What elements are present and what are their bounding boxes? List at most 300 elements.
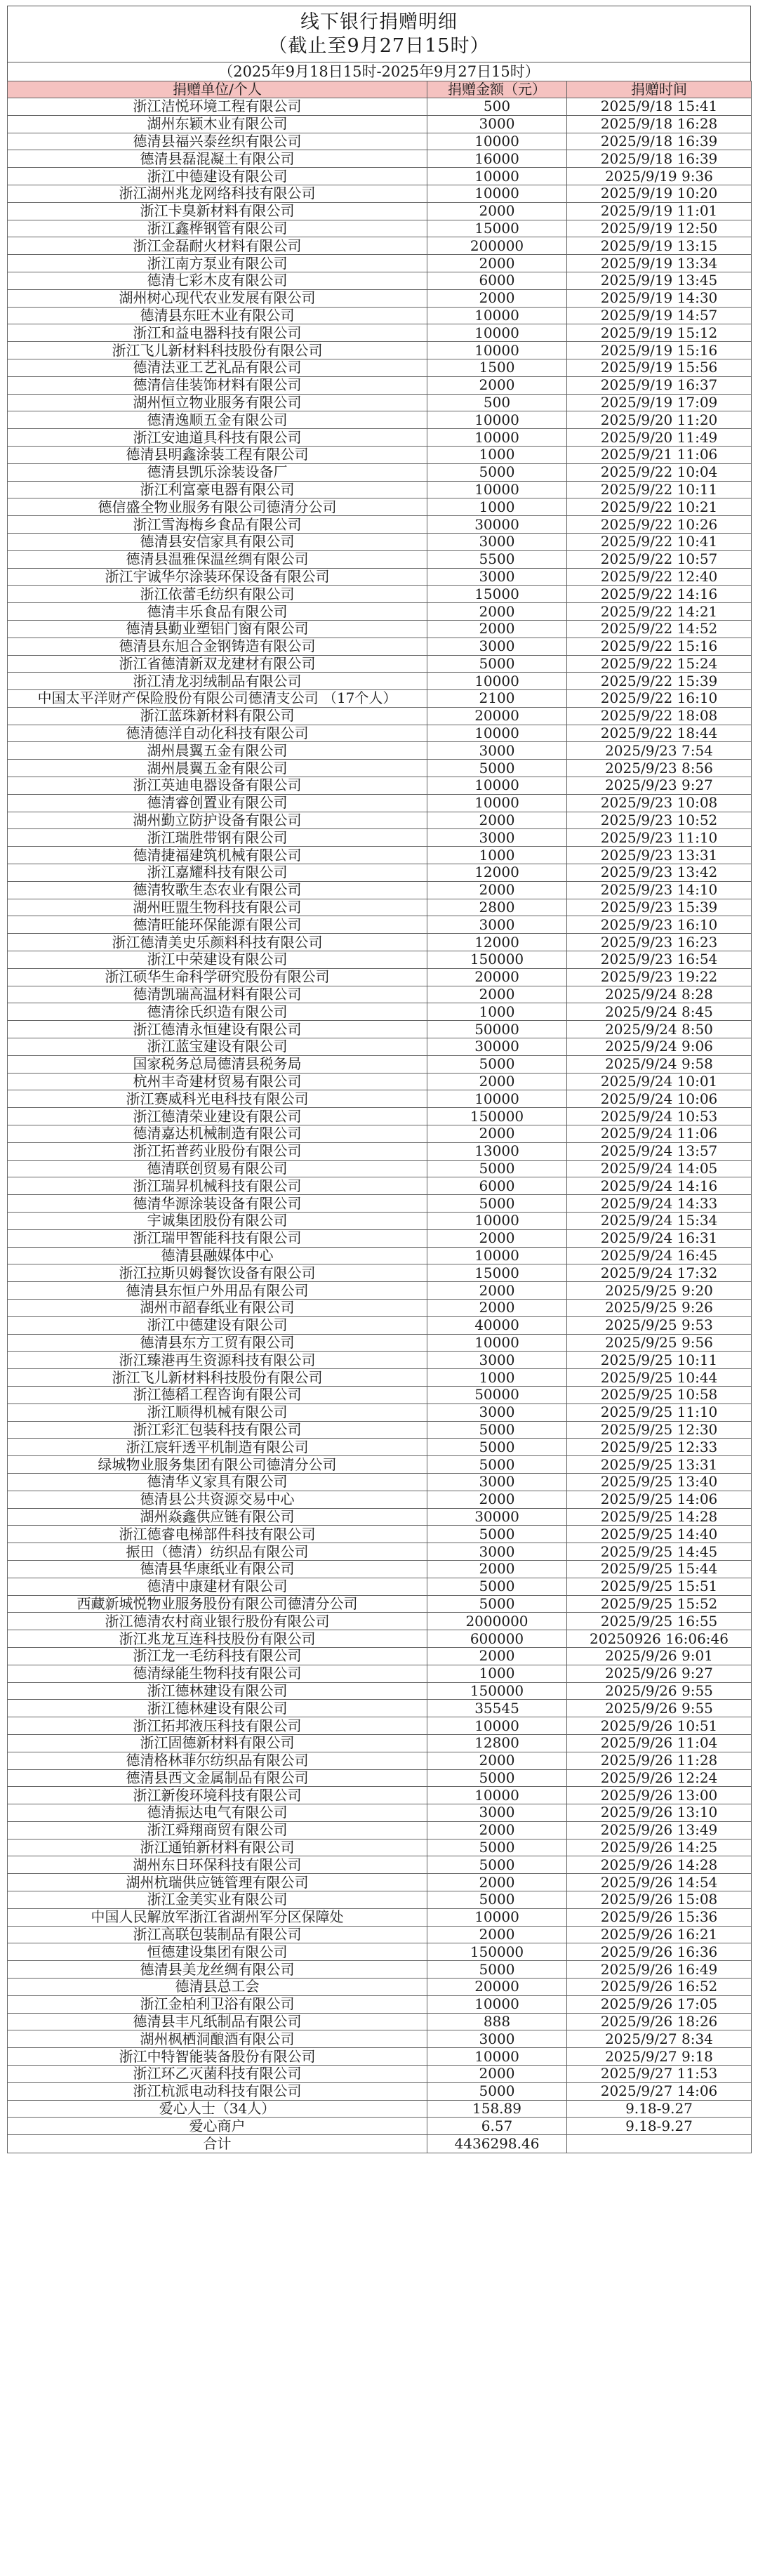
table-row [8,1473,752,1491]
table-row [8,255,752,272]
donor-cell: 浙江蓝珠新材料有限公司 [8,707,427,725]
table-row [8,1369,752,1387]
amount-cell: 2000 [427,881,567,899]
table-row [8,1142,752,1160]
amount-cell: 10000 [427,1787,567,1804]
donor-cell: 浙江中荣建设有限公司 [8,951,427,969]
amount-cell: 5000 [427,2082,567,2100]
amount-cell: 6.57 [427,2118,567,2135]
time-cell: 2025/9/19 15:12 [567,324,752,342]
table-row [8,2118,752,2135]
donor-cell: 浙江英迪电器设备有限公司 [8,777,427,795]
amount-cell: 3000 [427,1352,567,1369]
table-row [8,115,752,133]
donor-cell: 德清县福兴泰丝织有限公司 [8,133,427,150]
amount-cell: 40000 [427,1316,567,1334]
donor-cell: 浙江洁悦环境工程有限公司 [8,98,427,116]
amount-cell: 2000 [427,1647,567,1665]
amount-cell: 500 [427,394,567,411]
time-cell: 2025/9/19 10:20 [567,185,752,202]
donor-cell: 湖州晨翼五金有限公司 [8,742,427,760]
amount-cell: 5500 [427,550,567,568]
time-cell: 2025/9/24 15:34 [567,1213,752,1230]
amount-cell: 30000 [427,516,567,534]
donor-cell: 德清信佳装饰材料有限公司 [8,376,427,394]
amount-cell: 10000 [427,1334,567,1352]
donor-cell: 湖州东日环保科技有限公司 [8,1856,427,1874]
time-cell: 2025/9/23 9:27 [567,777,752,795]
table-row [8,324,752,342]
donor-cell: 浙江南方泵业有限公司 [8,255,427,272]
table-row [8,2100,752,2118]
time-cell: 2025/9/24 9:58 [567,1055,752,1073]
table-row [8,342,752,359]
time-cell: 2025/9/25 13:40 [567,1473,752,1491]
time-cell: 2025/9/19 14:30 [567,289,752,307]
donor-cell: 德清县美龙丝绸有限公司 [8,1961,427,1979]
donor-cell: 浙江宸轩透平机制造有限公司 [8,1439,427,1456]
table-row [8,1595,752,1613]
table-row [8,812,752,829]
donor-cell: 浙江硕华生命科学研究股份有限公司 [8,968,427,986]
donor-cell: 浙江鑫桦钢管有限公司 [8,220,427,237]
donor-cell: 德清县东旺木业有限公司 [8,307,427,324]
table-row [8,1839,752,1856]
time-cell: 2025/9/18 16:28 [567,115,752,133]
amount-cell: 1000 [427,847,567,864]
table-row [8,1021,752,1038]
time-cell: 2025/9/23 8:56 [567,760,752,777]
time-cell: 2025/9/22 18:08 [567,707,752,725]
time-cell: 2025/9/26 11:04 [567,1734,752,1752]
time-cell: 20250926 16:06:46 [567,1630,752,1648]
donor-cell: 德清县丰凡纸制品有限公司 [8,2013,427,2030]
time-cell: 2025/9/26 16:21 [567,1926,752,1943]
donor-cell: 浙江德清永恒建设有限公司 [8,1021,427,1038]
amount-cell: 10000 [427,725,567,742]
table-row [8,986,752,1003]
time-cell: 2025/9/18 16:39 [567,133,752,150]
time-cell: 2025/9/23 10:52 [567,812,752,829]
donor-cell: 德清法亚工艺礼品有限公司 [8,359,427,376]
time-cell: 2025/9/26 11:28 [567,1752,752,1769]
table-row [8,411,752,429]
donor-cell: 浙江飞儿新材料科技股份有限公司 [8,1369,427,1387]
table-row [8,2048,752,2066]
donor-cell: 德清县华康纸业有限公司 [8,1560,427,1578]
donor-cell: 浙江杭派电动科技有限公司 [8,2082,427,2100]
amount-cell: 10000 [427,1995,567,2013]
time-cell: 2025/9/23 11:10 [567,829,752,847]
time-cell: 2025/9/23 16:23 [567,934,752,951]
donor-cell: 湖州勤立防护设备有限公司 [8,812,427,829]
amount-cell: 30000 [427,1508,567,1526]
table-row [8,1421,752,1439]
time-cell: 2025/9/26 15:36 [567,1908,752,1926]
donor-cell: 杭州丰奇建材贸易有限公司 [8,1073,427,1090]
time-cell: 2025/9/23 14:10 [567,881,752,899]
time-cell: 2025/9/19 12:50 [567,220,752,237]
amount-cell: 5000 [427,1160,567,1177]
donor-cell: 国家税务总局德清县税务局 [8,1055,427,1073]
time-cell: 2025/9/22 10:11 [567,481,752,498]
donor-cell: 浙江拓邦液压科技有限公司 [8,1717,427,1735]
table-row [8,1073,752,1090]
time-cell: 2025/9/24 10:06 [567,1090,752,1108]
amount-cell: 5000 [427,1769,567,1787]
table-row [8,881,752,899]
donor-cell: 爱心商户 [8,2118,427,2135]
table-row [8,1282,752,1300]
time-cell: 2025/9/19 9:36 [567,168,752,185]
donor-cell: 湖州晨翼五金有限公司 [8,760,427,777]
time-cell: 2025/9/27 9:18 [567,2048,752,2066]
amount-cell: 10000 [427,1908,567,1926]
amount-cell: 35545 [427,1700,567,1717]
table-row [8,586,752,603]
amount-cell: 3000 [427,115,567,133]
time-cell: 2025/9/25 12:30 [567,1421,752,1439]
amount-cell: 3000 [427,829,567,847]
time-cell: 2025/9/23 13:42 [567,864,752,882]
table-row [8,794,752,812]
donor-cell: 浙江德清荣业建设有限公司 [8,1108,427,1125]
amount-cell: 3000 [427,1804,567,1822]
donor-cell: 德清联创贸易有限公司 [8,1160,427,1177]
time-cell: 2025/9/19 14:57 [567,307,752,324]
table-header-row [8,81,752,98]
time-cell: 2025/9/26 9:01 [567,1647,752,1665]
donor-cell: 湖州东颖木业有限公司 [8,115,427,133]
time-cell: 2025/9/27 14:06 [567,2082,752,2100]
time-cell: 2025/9/22 10:04 [567,463,752,481]
amount-cell: 1000 [427,446,567,463]
table-row [8,185,752,202]
donor-cell: 德清县明鑫涂装工程有限公司 [8,446,427,463]
time-cell: 2025/9/24 14:33 [567,1195,752,1213]
amount-cell: 2000 [427,1560,567,1578]
table-row [8,1682,752,1700]
table-row [8,359,752,376]
donor-cell: 德清县融媒体中心 [8,1247,427,1264]
table-row [8,1961,752,1979]
time-cell: 2025/9/22 18:44 [567,725,752,742]
amount-cell: 2000 [427,1073,567,1090]
page-subtitle: （截止至9月27日15时） [268,35,490,57]
time-cell: 2025/9/24 17:32 [567,1264,752,1282]
time-cell: 2025/9/24 8:45 [567,1003,752,1021]
amount-cell: 600000 [427,1630,567,1648]
table-row [8,1386,752,1403]
donor-cell: 湖州枫栖洞酿酒有限公司 [8,2030,427,2048]
time-cell: 2025/9/19 17:09 [567,394,752,411]
donor-cell: 德清县温雅保温丝绸有限公司 [8,550,427,568]
time-cell: 2025/9/26 16:36 [567,1943,752,1961]
total-time [567,2135,752,2153]
donor-cell: 浙江拉斯贝姆餐饮设备有限公司 [8,1264,427,1282]
time-cell: 2025/9/22 10:26 [567,516,752,534]
time-cell: 2025/9/23 16:10 [567,916,752,934]
donor-cell: 浙江安迪道具科技有限公司 [8,429,427,447]
table-row [8,1316,752,1334]
donor-cell: 浙江顺得机械有限公司 [8,1403,427,1421]
time-cell: 2025/9/22 14:16 [567,586,752,603]
amount-cell: 5000 [427,1891,567,1909]
amount-cell: 2000 [427,603,567,621]
donor-cell: 湖州市韶春纸业有限公司 [8,1299,427,1316]
amount-cell: 5000 [427,1856,567,1874]
amount-cell: 5000 [427,1961,567,1979]
amount-cell: 10000 [427,324,567,342]
time-cell: 2025/9/23 15:39 [567,899,752,916]
amount-cell: 2000 [427,376,567,394]
table-row [8,1804,752,1822]
donor-cell: 浙江飞儿新材料科技股份有限公司 [8,342,427,359]
amount-cell: 5000 [427,1578,567,1595]
amount-cell: 888 [427,2013,567,2030]
donor-cell: 浙江瑞甲智能科技有限公司 [8,1229,427,1247]
table-row [8,429,752,447]
time-cell: 2025/9/25 14:45 [567,1543,752,1561]
table-row [8,934,752,951]
donor-cell: 德清县安信家具有限公司 [8,533,427,550]
donor-cell: 德清县西文金属制品有限公司 [8,1769,427,1787]
table-row [8,1125,752,1143]
amount-cell: 10000 [427,429,567,447]
donor-cell: 湖州树心现代农业发展有限公司 [8,289,427,307]
donor-cell: 德清牧歌生态农业有限公司 [8,881,427,899]
donor-cell: 德清绿能生物科技有限公司 [8,1665,427,1682]
donor-cell: 德清格林菲尔纺织品有限公司 [8,1752,427,1769]
amount-cell: 150000 [427,1108,567,1125]
donor-cell: 浙江瑞昇机械科技有限公司 [8,1177,427,1195]
table-row [8,1264,752,1282]
time-cell: 2025/9/23 19:22 [567,968,752,986]
amount-cell: 150000 [427,1943,567,1961]
table-row [8,1856,752,1874]
amount-cell: 10000 [427,777,567,795]
time-cell: 2025/9/23 10:08 [567,794,752,812]
amount-cell: 3000 [427,1543,567,1561]
donor-cell: 德清徐氏织造有限公司 [8,1003,427,1021]
table-row [8,1926,752,1943]
table-row [8,1108,752,1125]
amount-cell: 16000 [427,150,567,168]
time-cell: 2025/9/23 7:54 [567,742,752,760]
table-row [8,899,752,916]
amount-cell: 10000 [427,411,567,429]
time-cell: 2025/9/18 15:41 [567,98,752,116]
donor-cell: 德清县凯乐涂装设备厂 [8,463,427,481]
amount-cell: 3000 [427,2030,567,2048]
donor-cell: 德清睿创置业有限公司 [8,794,427,812]
time-cell: 2025/9/23 13:31 [567,847,752,864]
time-cell: 2025/9/22 15:16 [567,638,752,655]
table-row [8,916,752,934]
donor-cell: 德清中康建材有限公司 [8,1578,427,1595]
table-row [8,516,752,534]
time-cell: 2025/9/21 11:06 [567,446,752,463]
donor-cell: 浙江德林建设有限公司 [8,1700,427,1717]
time-cell: 2025/9/20 11:20 [567,411,752,429]
table-row [8,1665,752,1682]
amount-cell: 3000 [427,916,567,934]
table-row [8,655,752,673]
table-row [8,1247,752,1264]
column-header-donor: 捐赠单位/个人 [8,81,427,98]
donor-cell: 爱心人士（34人） [8,2100,427,2118]
table-row [8,1891,752,1909]
donor-cell: 中国太平洋财产保险股份有限公司德清支公司 （17个人） [8,690,427,708]
donor-cell: 浙江德睿电梯部件科技有限公司 [8,1526,427,1543]
time-cell: 9.18-9.27 [567,2118,752,2135]
amount-cell: 500 [427,98,567,116]
donor-cell: 浙江金美实业有限公司 [8,1891,427,1909]
table-row [8,1647,752,1665]
table-row [8,707,752,725]
amount-cell: 1000 [427,1665,567,1682]
table-row [8,1995,752,2013]
time-cell: 2025/9/19 13:34 [567,255,752,272]
time-cell: 2025/9/25 15:52 [567,1595,752,1613]
time-cell: 2025/9/25 14:40 [567,1526,752,1543]
table-row [8,1003,752,1021]
time-cell: 2025/9/22 15:39 [567,673,752,690]
time-cell: 2025/9/22 10:21 [567,498,752,516]
table-row [8,220,752,237]
time-cell: 2025/9/27 11:53 [567,2066,752,2083]
amount-cell: 2000 [427,1874,567,1891]
amount-cell: 2000 [427,1125,567,1143]
table-row [8,1717,752,1735]
amount-cell: 2000 [427,255,567,272]
amount-cell: 5000 [427,655,567,673]
time-cell: 2025/9/19 15:16 [567,342,752,359]
amount-cell: 5000 [427,760,567,777]
donor-cell: 浙江龙一毛纺科技有限公司 [8,1647,427,1665]
amount-cell: 2800 [427,899,567,916]
amount-cell: 2000000 [427,1613,567,1630]
donor-cell: 西藏新城悦物业服务股份有限公司德清分公司 [8,1595,427,1613]
time-cell: 2025/9/24 14:16 [567,1177,752,1195]
donation-table [7,81,752,2153]
donor-cell: 德清县东旭合金钢铸造有限公司 [8,638,427,655]
amount-cell: 5000 [427,1839,567,1856]
amount-cell: 50000 [427,1021,567,1038]
time-cell: 2025/9/24 14:05 [567,1160,752,1177]
table-row [8,1543,752,1561]
table-row [8,1526,752,1543]
amount-cell: 2100 [427,690,567,708]
table-row [8,742,752,760]
table-row [8,2066,752,2083]
total-label: 合计 [8,2135,427,2153]
amount-cell: 10000 [427,133,567,150]
donor-cell: 德清县东恒户外用品有限公司 [8,1282,427,1300]
table-row [8,829,752,847]
table-row [8,446,752,463]
amount-cell: 50000 [427,1386,567,1403]
time-cell: 2025/9/19 16:37 [567,376,752,394]
time-cell: 2025/9/25 11:10 [567,1403,752,1421]
table-row [8,1160,752,1177]
donor-cell: 浙江兆龙互连科技股份有限公司 [8,1630,427,1648]
donor-cell: 浙江彩汇包装科技有限公司 [8,1421,427,1439]
amount-cell: 6000 [427,1177,567,1195]
amount-cell: 5000 [427,1595,567,1613]
table-row [8,98,752,116]
donor-cell: 恒德建设集团有限公司 [8,1943,427,1961]
table-row [8,1787,752,1804]
time-cell: 2025/9/25 16:55 [567,1613,752,1630]
amount-cell: 3000 [427,742,567,760]
time-cell: 2025/9/26 13:00 [567,1787,752,1804]
amount-cell: 2000 [427,1282,567,1300]
amount-cell: 158.89 [427,2100,567,2118]
amount-cell: 2000 [427,2066,567,2083]
amount-cell: 2000 [427,1821,567,1839]
amount-cell: 5000 [427,1195,567,1213]
table-row [8,690,752,708]
table-row [8,1195,752,1213]
time-cell: 2025/9/26 9:27 [567,1665,752,1682]
donor-cell: 浙江中德建设有限公司 [8,168,427,185]
table-row [8,1334,752,1352]
amount-cell: 2000 [427,1926,567,1943]
time-cell: 2025/9/25 12:33 [567,1439,752,1456]
amount-cell: 20000 [427,968,567,986]
column-header-time: 捐赠时间 [567,81,752,98]
time-cell: 2025/9/24 10:01 [567,1073,752,1090]
table-row [8,951,752,969]
donor-cell: 浙江赛威科光电科技有限公司 [8,1090,427,1108]
time-cell: 2025/9/24 16:45 [567,1247,752,1264]
table-row [8,603,752,621]
amount-cell: 150000 [427,951,567,969]
time-cell: 2025/9/26 13:10 [567,1804,752,1822]
time-cell: 2025/9/26 13:49 [567,1821,752,1839]
amount-cell: 10000 [427,1090,567,1108]
table-row [8,1734,752,1752]
table-row [8,1352,752,1369]
amount-cell: 2000 [427,1299,567,1316]
donor-cell: 浙江高联包装制品有限公司 [8,1926,427,1943]
time-cell: 2025/9/25 9:56 [567,1334,752,1352]
table-row [8,1508,752,1526]
donor-cell: 德清逸顺五金有限公司 [8,411,427,429]
amount-cell: 20000 [427,707,567,725]
amount-cell: 5000 [427,1439,567,1456]
time-cell: 2025/9/26 16:52 [567,1979,752,1996]
donor-cell: 浙江中德建设有限公司 [8,1316,427,1334]
table-row [8,1213,752,1230]
amount-cell: 5000 [427,463,567,481]
table-row [8,1630,752,1648]
table-row [8,1979,752,1996]
time-cell: 2025/9/26 9:55 [567,1700,752,1717]
time-cell: 2025/9/26 14:28 [567,1856,752,1874]
donor-cell: 浙江拓普药业股份有限公司 [8,1142,427,1160]
total-row [8,2135,752,2153]
donor-cell: 浙江嘉耀科技有限公司 [8,864,427,882]
donor-cell: 德清振达电气有限公司 [8,1804,427,1822]
table-row [8,1613,752,1630]
donor-cell: 浙江德稻工程咨询有限公司 [8,1386,427,1403]
table-row [8,1299,752,1316]
amount-cell: 3000 [427,638,567,655]
time-cell: 2025/9/24 8:50 [567,1021,752,1038]
donor-cell: 德清县磊混凝土有限公司 [8,150,427,168]
